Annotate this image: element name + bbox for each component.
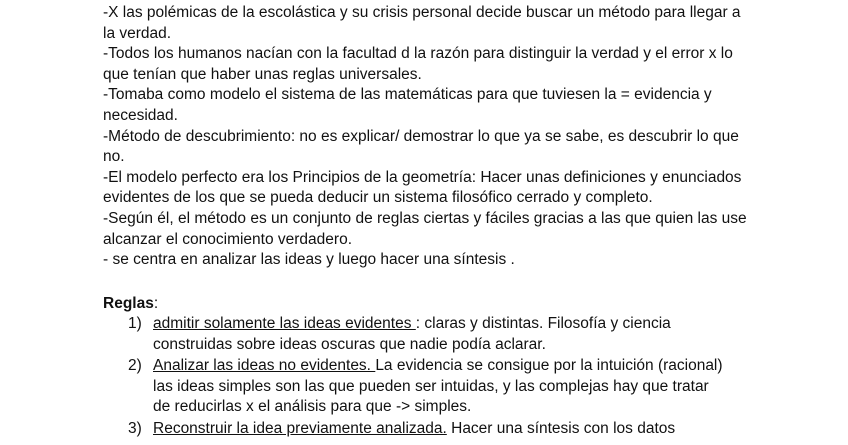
reglas-heading: [103, 294, 158, 314]
rule-item: [128, 419, 728, 440]
bullet-paragraph: -El modelo perfecto era los Principios de la geometría: Hacer unas definiciones y enunciados evidentes de los que se pueda deducir un sistema filosófico cerrado y completo.: [103, 168, 742, 207]
rule-item: [128, 356, 728, 418]
rule-number: 3): [128, 419, 142, 437]
rule-text: Hacer una síntesis con los datos: [446, 419, 676, 437]
bullet-paragraph: -X las polémicas de la escolástica y su crisis personal decide buscar un método para llegar a la verdad.: [103, 4, 741, 42]
rule-heading: Reconstruir la idea previamente analizada.: [153, 419, 447, 437]
rule-text: : claras y distintas. Filosofía y ciencia construidas sobre ideas oscuras que nadie podía aclarar.: [153, 315, 671, 353]
bullet-paragraph: -Todos los humanos nacían con la facultad d la razón para distinguir la verdad y el error x lo que tenían que haber unas reglas universales.: [103, 45, 733, 83]
rule-heading: admitir solamente las ideas evidentes: [153, 315, 416, 332]
reglas-title: Reglas: [103, 295, 154, 312]
rules-list: [128, 314, 728, 441]
reglas-colon: :: [153, 295, 159, 312]
rule-number: 1): [128, 315, 142, 332]
rule-item: [128, 314, 728, 355]
bullet-paragraph: - se centra en analizar las ideas y luego hacer una síntesis .: [103, 251, 515, 269]
rule-number: 2): [128, 357, 142, 375]
bullet-paragraph: -Tomaba como modelo el sistema de las matemáticas para que tuviesen la = evidencia y necesidad.: [103, 86, 712, 124]
bullet-paragraph: -Según él, el método es un conjunto de reglas ciertas y fáciles gracias a las que quien las use alcanzar el conocimiento verdadero.: [103, 209, 747, 248]
rule-heading: Analizar las ideas no evidentes.: [153, 357, 376, 375]
bullet-list: [103, 3, 753, 271]
bullet-paragraph: -Método de descubrimiento: no es explicar/ demostrar lo que ya se sabe, es descubrir lo que no.: [103, 127, 739, 166]
rule-text: La evidencia se consigue por la intuición (racional) las ideas simples son las que pueden ser intuidas, y las complejas hay que tratar de reducirlas x el análisis para que -> simples.: [153, 357, 723, 416]
